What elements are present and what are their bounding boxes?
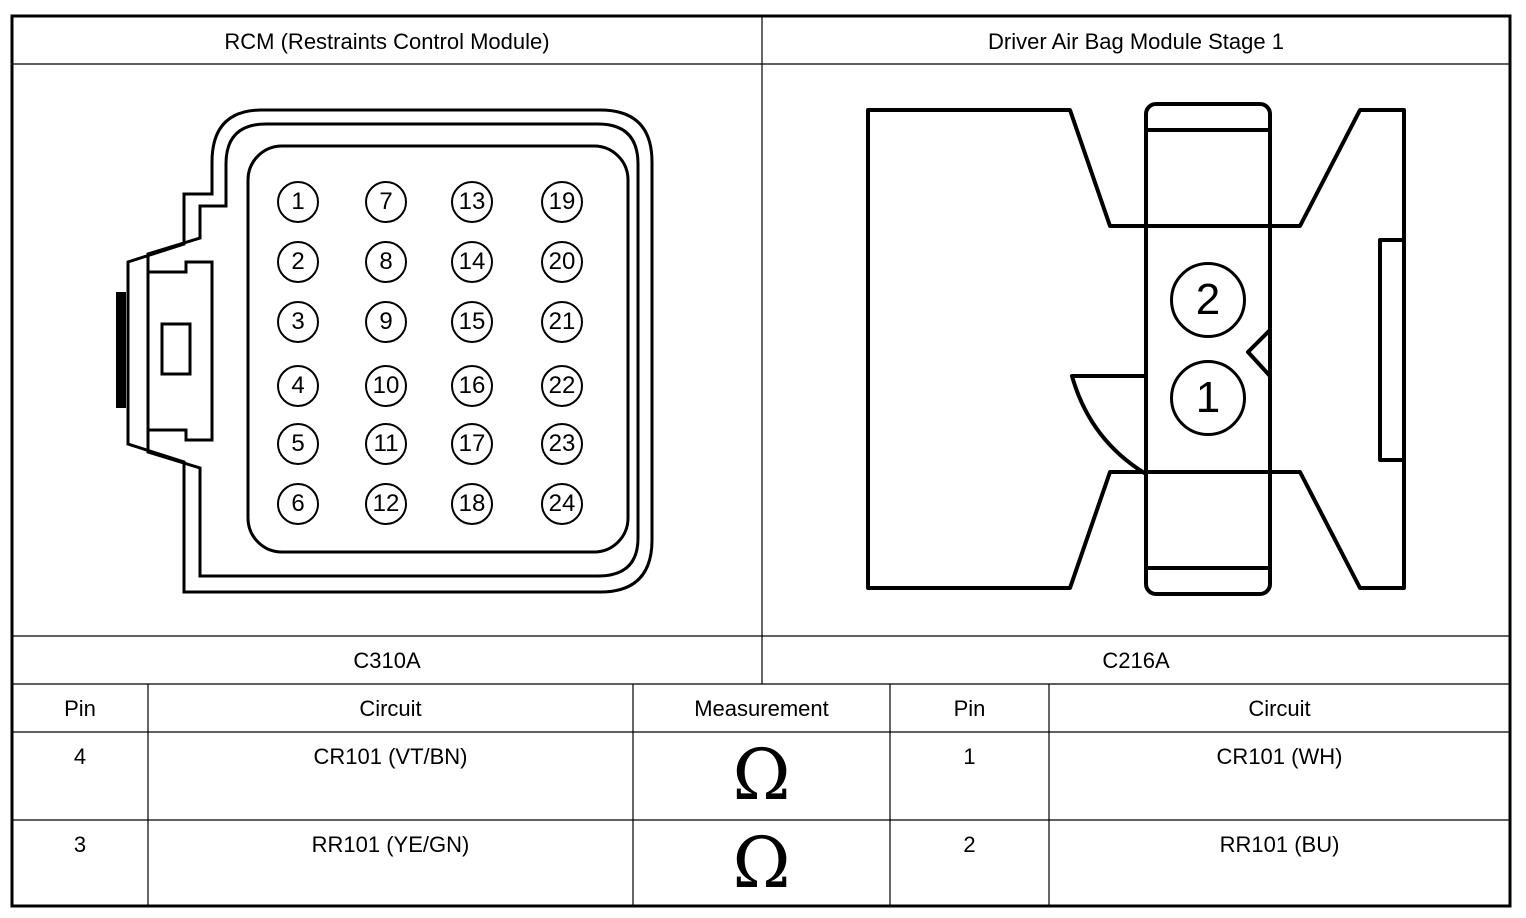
col-header-circuit-a: Circuit bbox=[359, 696, 422, 721]
airbag-pin-circle: 1 bbox=[1170, 360, 1246, 436]
rcm-pin-circle: 14 bbox=[451, 241, 493, 283]
airbag-pin-circle: 2 bbox=[1170, 262, 1246, 338]
rcm-pin-circle: 10 bbox=[365, 365, 407, 407]
rcm-pin-circle: 17 bbox=[451, 423, 493, 465]
rcm-pin-circle: 21 bbox=[541, 301, 583, 343]
row-pin-b: 2 bbox=[963, 832, 976, 857]
rcm-pin-circle: 6 bbox=[277, 483, 319, 525]
rcm-pin-circle: 5 bbox=[277, 423, 319, 465]
col-header-pin-a: Pin bbox=[64, 696, 96, 721]
rcm-pin-circle: 16 bbox=[451, 365, 493, 407]
row-circuit-a: CR101 (VT/BN) bbox=[313, 744, 468, 769]
rcm-pin-circle: 4 bbox=[277, 365, 319, 407]
rcm-title: RCM (Restraints Control Module) bbox=[224, 29, 550, 54]
rcm-pin-circle: 12 bbox=[365, 483, 407, 525]
rcm-pin-circle: 2 bbox=[277, 241, 319, 283]
rcm-pin-circle: 3 bbox=[277, 301, 319, 343]
rcm-pin-circle: 13 bbox=[451, 181, 493, 223]
rcm-latch-bar bbox=[116, 292, 126, 408]
rcm-pin-circle: 23 bbox=[541, 423, 583, 465]
airbag-connector-drawing bbox=[868, 104, 1404, 594]
rcm-pin-circle: 15 bbox=[451, 301, 493, 343]
rcm-pin-circle: 1 bbox=[277, 181, 319, 223]
ohm-measurement-icon: Ω bbox=[732, 734, 791, 816]
rcm-pin-circle: 24 bbox=[541, 483, 583, 525]
col-header-pin-b: Pin bbox=[953, 696, 986, 721]
rcm-pin-circle: 22 bbox=[541, 365, 583, 407]
airbag-connector-id: C216A bbox=[1102, 648, 1170, 673]
rcm-pin-circle: 20 bbox=[541, 241, 583, 283]
rcm-pin-circle: 11 bbox=[365, 423, 407, 465]
rcm-pin-circle: 9 bbox=[365, 301, 407, 343]
rcm-pin-circle: 8 bbox=[365, 241, 407, 283]
row-pin-a: 3 bbox=[73, 832, 87, 857]
row-pin-b: 1 bbox=[963, 744, 976, 769]
row-circuit-a: RR101 (YE/GN) bbox=[311, 832, 470, 857]
airbag-module-title: Driver Air Bag Module Stage 1 bbox=[988, 29, 1284, 54]
ohm-measurement-icon: Ω bbox=[732, 822, 791, 904]
col-header-measurement: Measurement bbox=[694, 696, 829, 721]
row-pin-a: 4 bbox=[73, 744, 87, 769]
rcm-pin-circle: 19 bbox=[541, 181, 583, 223]
rcm-pin-circle: 7 bbox=[365, 181, 407, 223]
row-circuit-b: CR101 (WH) bbox=[1216, 744, 1343, 769]
row-circuit-b: RR101 (BU) bbox=[1219, 832, 1340, 857]
rcm-connector-id: C310A bbox=[353, 648, 421, 673]
col-header-circuit-b: Circuit bbox=[1248, 696, 1311, 721]
rcm-pin-circle: 18 bbox=[451, 483, 493, 525]
